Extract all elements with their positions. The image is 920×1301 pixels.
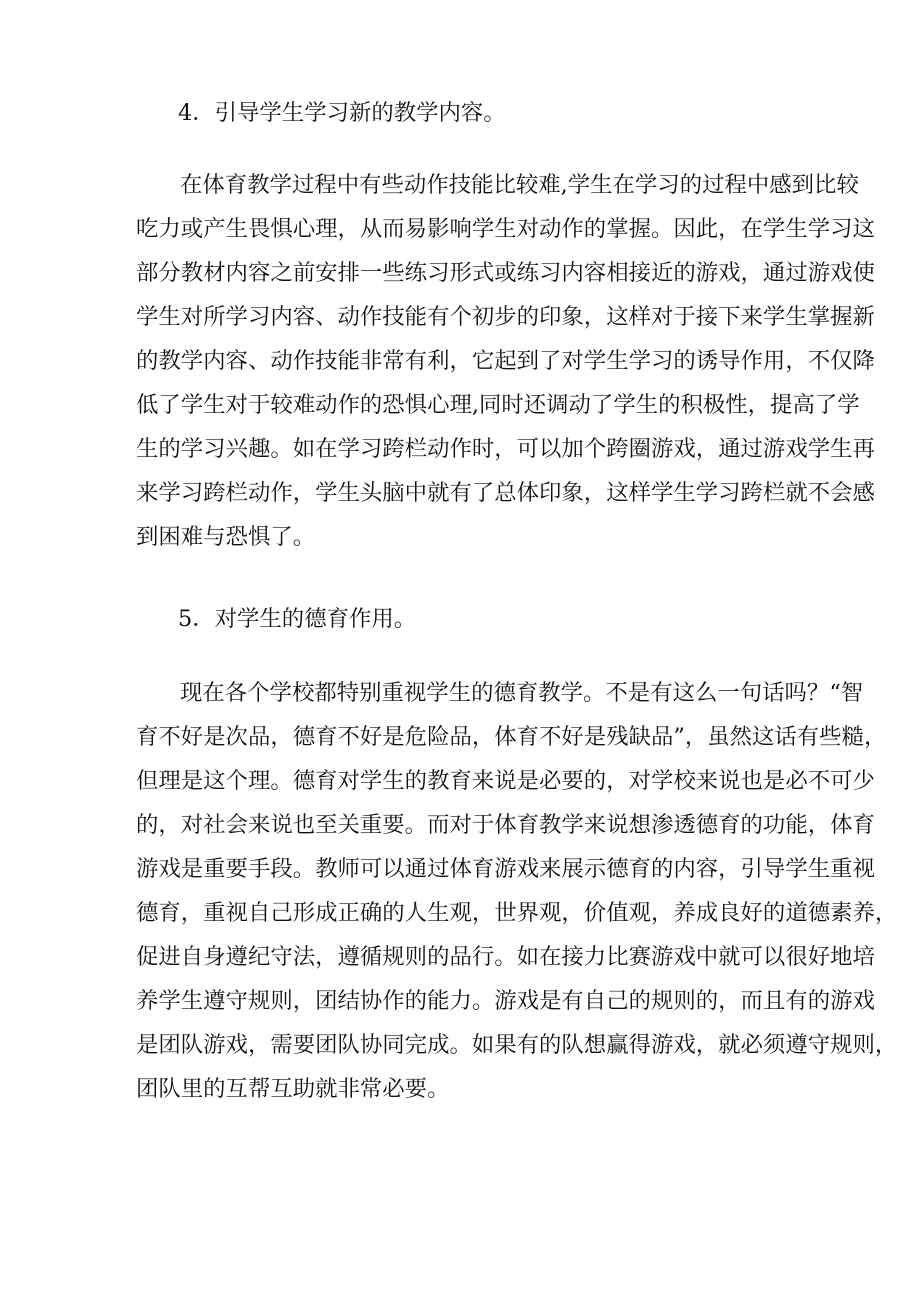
paragraph-line: 团队里的互帮互助就非常必要。: [136, 1076, 450, 1102]
paragraph-line: 养学生遵守规则，团结协作的能力。游戏是有自己的规则的，而且有的游戏: [136, 988, 875, 1014]
paragraph-line: 育不好是次品，德育不好是危险品，体育不好是残缺品”，虽然这话有些糙，: [136, 724, 887, 750]
paragraph-line: 到困难与恐惧了。: [136, 524, 316, 550]
paragraph-line: 低了学生对于较难动作的恐惧心理,同时还调动了学生的积极性，提高了学: [136, 392, 860, 418]
paragraph-line: 生的学习兴趣。如在学习跨栏动作时，可以加个跨圈游戏，通过游戏学生再: [136, 436, 875, 462]
paragraph-line: 德育，重视自己形成正确的人生观，世界观，价值观，养成良好的道德素养，: [136, 900, 898, 926]
paragraph-line: 部分教材内容之前安排一些练习形式或练习内容相接近的游戏，通过游戏使: [136, 260, 875, 286]
paragraph-line: 游戏是重要手段。教师可以通过体育游戏来展示德育的内容，引导学生重视: [136, 856, 875, 882]
paragraph-line: 的教学内容、动作技能非常有利，它起到了对学生学习的诱导作用，不仅降: [136, 348, 875, 374]
section-heading-4: 4．引导学生学习新的教学内容。: [178, 100, 506, 126]
paragraph-line: 在体育教学过程中有些动作技能比较难,学生在学习的过程中感到比较: [180, 172, 859, 198]
paragraph-line: 但理是这个理。德育对学生的教育来说是必要的，对学校来说也是必不可少: [136, 768, 875, 794]
section-heading-5: 5．对学生的德育作用。: [178, 606, 417, 632]
paragraph-line: 促进自身遵纪守法，遵循规则的品行。如在接力比赛游戏中就可以很好地培: [136, 944, 875, 970]
paragraph-line: 现在各个学校都特别重视学生的德育教学。不是有这么一句话吗？“智: [180, 680, 864, 706]
paragraph-line: 来学习跨栏动作，学生头脑中就有了总体印象，这样学生学习跨栏就不会感: [136, 480, 875, 506]
paragraph-line: 吃力或产生畏惧心理，从而易影响学生对动作的掌握。因此，在学生学习这: [136, 216, 875, 242]
paragraph-line: 是团队游戏，需要团队协同完成。如果有的队想赢得游戏，就必须遵守规则，: [136, 1032, 898, 1058]
paragraph-line: 学生对所学习内容、动作技能有个初步的印象，这样对于接下来学生掌握新: [136, 304, 875, 330]
paragraph-line: 的，对社会来说也至关重要。而对于体育教学来说想渗透德育的功能，体育: [136, 812, 875, 838]
